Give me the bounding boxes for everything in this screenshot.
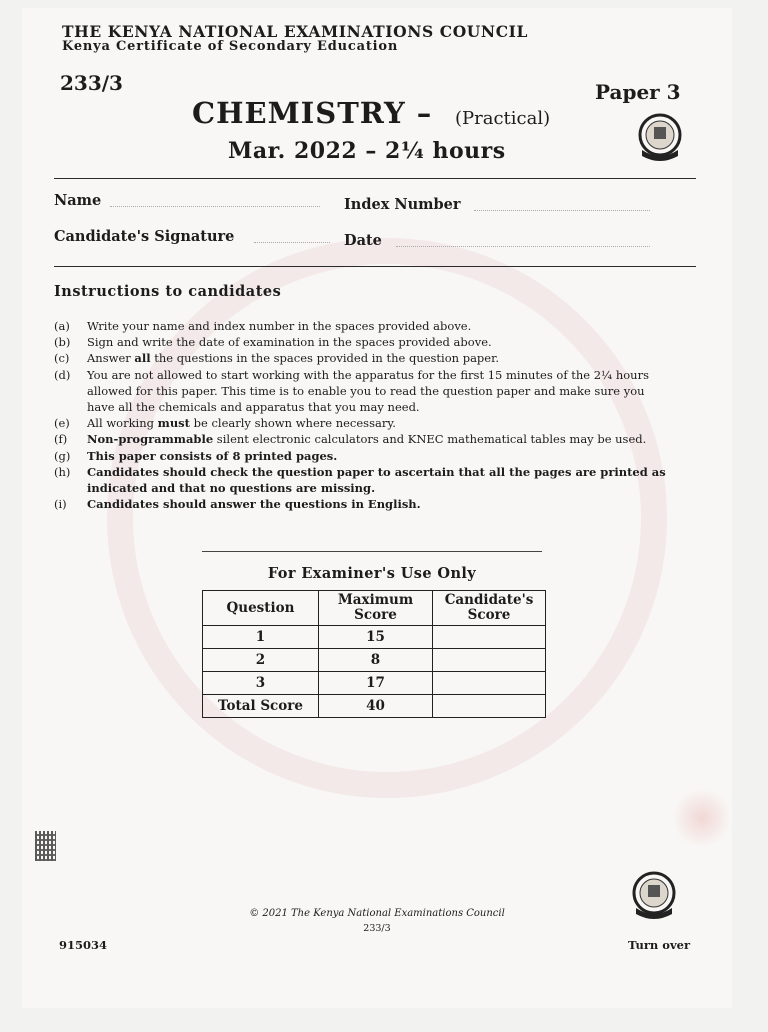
max-score-cell: 15: [319, 626, 433, 649]
exam-session: Mar. 2022 – 2¼ hours: [228, 138, 506, 164]
total-score-cell[interactable]: [433, 695, 546, 718]
certificate-name: Kenya Certificate of Secondary Education: [62, 39, 399, 54]
table-row: [203, 649, 546, 672]
fields-rule: [54, 266, 696, 267]
instruction-item: [54, 431, 674, 447]
paper-number: Paper 3: [595, 80, 681, 104]
question-cell: 3: [203, 672, 319, 695]
name-label: Name: [54, 192, 102, 209]
instruction-label: (d): [54, 367, 71, 382]
examiner-title: For Examiner's Use Only: [267, 565, 477, 582]
instruction-text-part: silent electronic calculators and KNEC mathematical tables may be used.: [213, 432, 647, 447]
instruction-label: (b): [54, 335, 71, 350]
index-number-label: Index Number: [344, 196, 461, 213]
serial-number: 915034: [59, 938, 108, 952]
table-row: [203, 672, 546, 695]
candidate-score-cell[interactable]: [433, 626, 546, 649]
instruction-text-bold: must: [157, 416, 190, 431]
max-score-cell: 17: [319, 672, 433, 695]
column-header-candidate-score: Candidate's Score: [433, 591, 546, 626]
turn-over-label: Turn over: [628, 938, 691, 952]
total-label-cell: Total Score: [203, 695, 319, 718]
instruction-item: [54, 350, 674, 366]
total-row: [203, 695, 546, 718]
instruction-text: This paper consists of 8 printed pages.: [87, 448, 338, 463]
instruction-text-part: the questions in the spaces provided in the question paper.: [150, 351, 499, 366]
instruction-label: (a): [54, 319, 70, 333]
council-name: THE KENYA NATIONAL EXAMINATIONS COUNCIL: [62, 22, 528, 41]
instruction-label: (e): [54, 416, 70, 431]
candidate-score-cell[interactable]: [433, 672, 546, 695]
qr-code-icon: [35, 831, 56, 861]
examiner-score-table: [202, 590, 546, 718]
section-divider: [202, 551, 542, 552]
instructions-title: Instructions to candidates: [54, 283, 282, 300]
instruction-text: [87, 350, 674, 366]
exam-cover-page: [22, 8, 732, 1008]
signature-label: Candidate's Signature: [54, 228, 235, 245]
instruction-item: [54, 367, 674, 416]
date-input-line[interactable]: [396, 246, 650, 247]
subject-type: (Practical): [455, 108, 551, 129]
instruction-text-part: Answer: [87, 351, 135, 366]
instruction-text: [87, 431, 674, 447]
instruction-text-part: All working: [87, 416, 158, 431]
instruction-label: (g): [54, 448, 71, 463]
date-label: Date: [344, 232, 382, 249]
instruction-text-part: be clearly shown where necessary.: [189, 416, 396, 431]
instruction-label: (c): [54, 351, 70, 366]
copyright-notice: © 2021 The Kenya National Examinations Council: [249, 908, 505, 919]
instruction-text: You are not allowed to start working with the apparatus for the first 15 minutes of the 2¼ hours allowed for this paper. This time is to enable you to read the question paper and make sure you have all the chemicals and apparatus that you may need.: [87, 367, 649, 415]
name-input-line[interactable]: [110, 206, 320, 207]
instructions-list: [54, 318, 674, 512]
instruction-text: Write your name and index number in the spaces provided above.: [87, 319, 472, 333]
knec-crest-icon: [634, 112, 686, 164]
question-cell: 2: [203, 649, 319, 672]
instruction-text: Candidates should answer the questions in English.: [87, 497, 421, 512]
watermark-stain: [672, 788, 732, 848]
instruction-text-bold: Non-programmable: [87, 432, 214, 447]
instruction-item: [54, 464, 674, 496]
column-header-question: Question: [203, 591, 319, 626]
column-header-maximum-score: Maximum Score: [319, 591, 433, 626]
header-rule: [54, 178, 696, 179]
instruction-text: [87, 415, 674, 431]
instruction-item: [54, 318, 674, 334]
index-number-input-line[interactable]: [474, 210, 650, 211]
instruction-item: [54, 448, 674, 464]
subject-title: CHEMISTRY –: [192, 96, 433, 130]
instruction-label: (h): [54, 464, 71, 479]
question-cell: 1: [203, 626, 319, 649]
paper-code: 233/3: [60, 71, 123, 95]
instruction-label: (i): [54, 497, 67, 512]
instruction-item: [54, 415, 674, 431]
instruction-item: [54, 334, 674, 350]
candidate-score-cell[interactable]: [433, 649, 546, 672]
instruction-text: Candidates should check the question paper to ascertain that all the pages are printed as indicated and that no questions are missing.: [87, 464, 666, 496]
instruction-label: (f): [54, 432, 68, 447]
instruction-text-bold: all: [134, 351, 151, 366]
instruction-item: [54, 496, 674, 512]
instruction-text: Sign and write the date of examination in the spaces provided above.: [87, 335, 492, 350]
table-row: [203, 626, 546, 649]
signature-input-line[interactable]: [254, 242, 330, 243]
footer-paper-code: 233/3: [363, 923, 391, 934]
total-max-cell: 40: [319, 695, 433, 718]
max-score-cell: 8: [319, 649, 433, 672]
table-header-row: [203, 591, 546, 626]
